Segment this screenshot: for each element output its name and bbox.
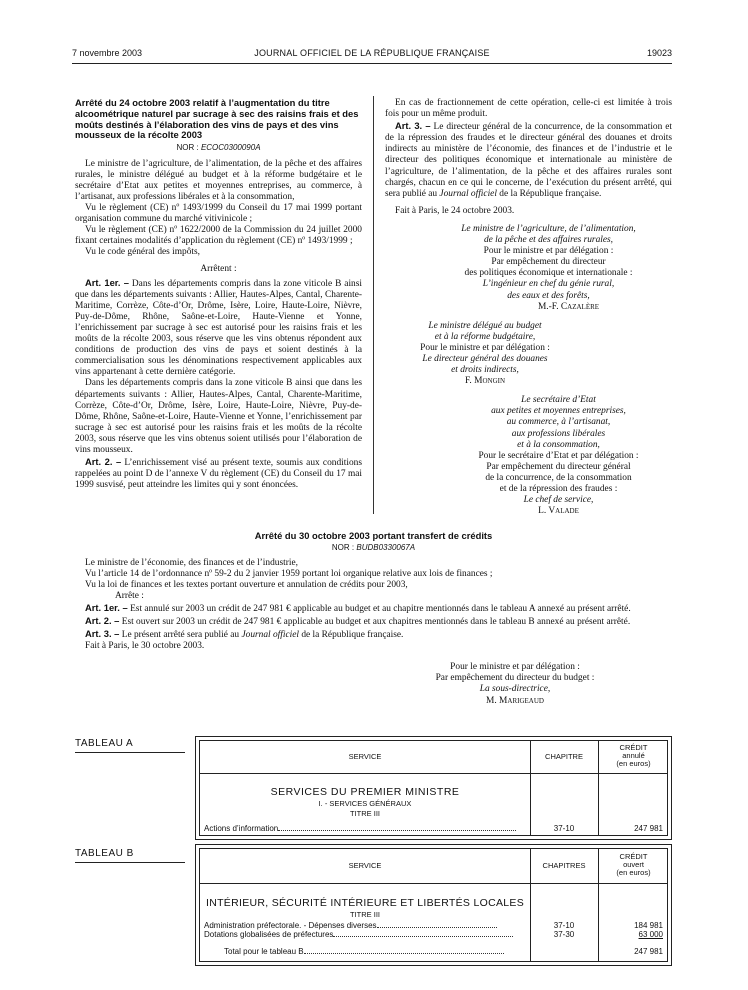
arrete2-fait: Fait à Paris, le 30 octobre 2003. <box>85 641 205 652</box>
tableau-a-col-credit: CRÉDIT annulé (en euros) <box>616 743 651 768</box>
arrete1-r1: En cas de fractionnement de cette opération, celle-ci est limitée à trois fois pour un même produit. <box>385 98 672 120</box>
tableau-a-rule <box>75 752 185 753</box>
tableau-a-col-chapitre: CHAPITRE <box>545 752 583 761</box>
arrete2-arrete: Arrête : <box>115 590 144 601</box>
tableau-b-total: Total pour le tableau B <box>224 947 524 956</box>
tableau-a-sub: I. - SERVICES GÉNÉRAUX <box>318 799 412 808</box>
tableau-a-row: Actions d’information <box>204 824 524 833</box>
tableau-b-label: TABLEAU B <box>75 848 134 859</box>
tableau-b-row-1-value: 184 981 <box>634 921 663 930</box>
signature-agriculture: Le ministre de l’agriculture, de l’alimentation, de la pêche et des affaires rurales, Pour le ministre et par délégation : Par empêchement du directeur des politiques économique et internationale : L’ingénieur en chef du génie rural, des eaux et des forêts, M.-F. Cazalère <box>461 223 636 312</box>
tableau-a-titre: TITRE III <box>350 809 380 818</box>
tableau-b-section: INTÉRIEUR, SÉCURITÉ INTÉRIEURE ET LIBERTÉS LOCALES <box>205 897 524 909</box>
arrete1-art1b: Dans les départements compris dans la zone viticole B ainsi que dans les départements suivants : Allier, Hautes-Alpes, Cantal, Charente-Maritime, Corrèze, Côte-d’Or, Drôme, Isère, Loire, Haute-Loire, Nièvre, Puy-de-Dôme, Rhône, Saône-et-Loire, Haute-Vienne et Yonne, l’enrichissement par sucrage à sec est autorisé pour les raisins frais et les moûts de la récolte 2003, sous réserve que les vins obtenus soient utilisés pour l’élaboration de vins mousseux. <box>75 378 362 456</box>
arrete1-fait: Fait à Paris, le 24 octobre 2003. <box>395 205 515 216</box>
tableau-b <box>195 844 672 966</box>
tableau-b-rule <box>75 862 185 863</box>
tableau-b-row-1: Administration préfectorale. - Dépenses diverses <box>204 921 524 930</box>
arrete1-title: Arrêté du 24 octobre 2003 relatif à l’augmentation du titre alcoométrique naturel par sucrage à sec des raisins frais et des moûts destinés à l’élaboration des vins de pays et des vins mousseux de la récolte 2003 <box>75 97 359 141</box>
arrete1-art2: Art. 2. – L’enrichissement visé au présent texte, soumis aux conditions rappelées au point D de l’annexe V du règlement (CE) du Conseil du 17 mai 1999 susvisé, peut atteindre les limites qui y sont énoncées. <box>75 456 362 491</box>
arrete2-p3: Vu la loi de finances et les textes portant ouverture et annulation de crédits pour 2003, <box>85 579 408 590</box>
arrete2-signature: Pour le ministre et par délégation : Par empêchement du directeur du budget : La sous-directrice, M. Marigeaud <box>435 662 595 706</box>
arrete1-p2: Vu le règlement (CE) nº 1493/1999 du Conseil du 17 mai 1999 portant organisation commune du marché vitivinicole ; <box>75 203 362 225</box>
header-page-number: 19023 <box>646 48 672 58</box>
header-rule <box>72 63 672 64</box>
page-header <box>72 48 672 62</box>
arrete1-art1: Art. 1er. – Dans les départements compris dans la zone viticole B ainsi que dans les départements suivants : Allier, Hautes-Alpes, Cantal, Charente-Maritime, Corrèze, Côte-d’Or, Drôme, Isère, Loire, Haute-Loire, Nièvre, Puy-de-Dôme, Rhône, Saône-et-Loire, Haute-Vienne et Yonne, l’enrichissement par sucrage à sec est autorisé pour les raisins frais et les moûts de la récolte 2003, sous réserve que les vins obtenus répondent aux conditions de production des vins de pays et soient destinés à la commercialisation sous les dénominations respectivement applicables aux vins appartenant à cette dernière catégorie. <box>75 276 362 378</box>
tableau-a-label: TABLEAU A <box>75 738 134 749</box>
arrete2-nor: NOR : BUDB0330067A <box>331 543 416 553</box>
arrete1-right-column <box>385 98 672 517</box>
header-date: 7 novembre 2003 <box>72 48 143 58</box>
tableau-b-total-value: 247 981 <box>634 947 663 956</box>
tableau-a-row-chapitre: 37-10 <box>553 824 575 833</box>
tableau-b-row-2-chapitre: 37-30 <box>553 930 575 939</box>
arrete1-left-column <box>75 98 362 491</box>
arrete2-title: Arrêté du 30 octobre 2003 portant transfert de crédits <box>254 530 493 541</box>
tableau-a-section: SERVICES DU PREMIER MINISTRE <box>270 786 460 798</box>
arrete1-p4: Vu le code général des impôts, <box>85 247 201 258</box>
arrete2-block <box>75 530 672 707</box>
arrete1-p1: Le ministre de l’agriculture, de l’alimentation, de la pêche et des affaires rurales, le ministre délégué au budget et à la réforme budgétaire et le secrétaire d’Etat aux petites et moyennes entreprises, au commerce, à l’artisanat, aux professions libérales et à la consommation, <box>75 158 362 202</box>
tableau-b-row-1-chapitre: 37-10 <box>553 921 575 930</box>
arrete2-art2: Art. 2. – Est ouvert sur 2003 un crédit de 247 981 € applicable au budget et aux chapitres mentionnés dans le tableau B annexé au présent arrêté. <box>85 615 631 627</box>
arrete1-art3: Art. 3. – Le directeur général de la concurrence, de la consommation et de la répression des fraudes et le directeur général des douanes et droits indirects au ministère de l’économie, des finances et de l’industrie et le directeur des politiques économique et internationale au ministère de l’agriculture, de l’alimentation, de la pêche et des affaires rurales sont chargés, chacun en ce qui le concerne, de l’exécution du présent arrêté, qui sera publié au Journal officiel de la République française. <box>385 120 673 199</box>
arrete1-arretent: Arrêtent : <box>200 263 237 274</box>
tableau-b-col-chapitre: CHAPITRES <box>542 861 586 870</box>
header-journal-title: JOURNAL OFFICIEL DE LA RÉPUBLIQUE FRANÇAISE <box>254 48 490 58</box>
arrete1-p3: Vu le règlement (CE) nº 1622/2000 de la Commission du 24 juillet 2000 fixant certaines modalités d’application du règlement (CE) nº 1493/1999 ; <box>75 225 362 247</box>
tableau-a-row-value: 247 981 <box>634 824 663 833</box>
arrete2-p2: Vu l’article 14 de l’ordonnance nº 59-2 du 2 janvier 1959 portant loi organique relative aux lois de finances ; <box>85 568 493 579</box>
tableau-b-row-2: Dotations globalisées de préfectures <box>204 930 524 939</box>
arrete2-p1: Le ministre de l’économie, des finances et de l’industrie, <box>85 557 298 568</box>
signature-secretaire-etat: Le secrétaire d’Etat aux petites et moyennes entreprises, au commerce, à l’artisanat, aux professions libérales et à la consommation, Pour le secrétaire d’Etat et par délégation : Par empêchement du directeur général de la concurrence, de la consommation et de la répression des fraudes : Le chef de service, L. Valade <box>478 395 639 517</box>
arrete2-art3: Art. 3. – Le présent arrêté sera publié au Journal officiel de la République française. <box>85 628 404 641</box>
signature-budget: Le ministre délégué au budget et à la réforme budgétaire, Pour le ministre et par délégation : Le directeur général des douanes et droits indirects, F. Mongin <box>420 320 550 387</box>
arrete1-nor: NOR : ECOC0300090A <box>176 143 261 153</box>
arrete2-art1: Art. 1er. – Est annulé sur 2003 un crédit de 247 981 € applicable au budget et au chapitre mentionnés dans le tableau A annexé au présent arrêté. <box>85 601 631 614</box>
tableau-b-titre: TITRE III <box>350 910 380 919</box>
tableau-a-col-service: SERVICE <box>348 752 382 761</box>
tableau-b-col-service: SERVICE <box>348 861 382 870</box>
tableau-b-row-2-value: 63 000 <box>638 930 663 939</box>
tableau-a <box>195 736 672 840</box>
column-separator <box>373 96 374 514</box>
tableau-b-col-credit: CRÉDIT ouvert (en euros) <box>616 852 651 877</box>
